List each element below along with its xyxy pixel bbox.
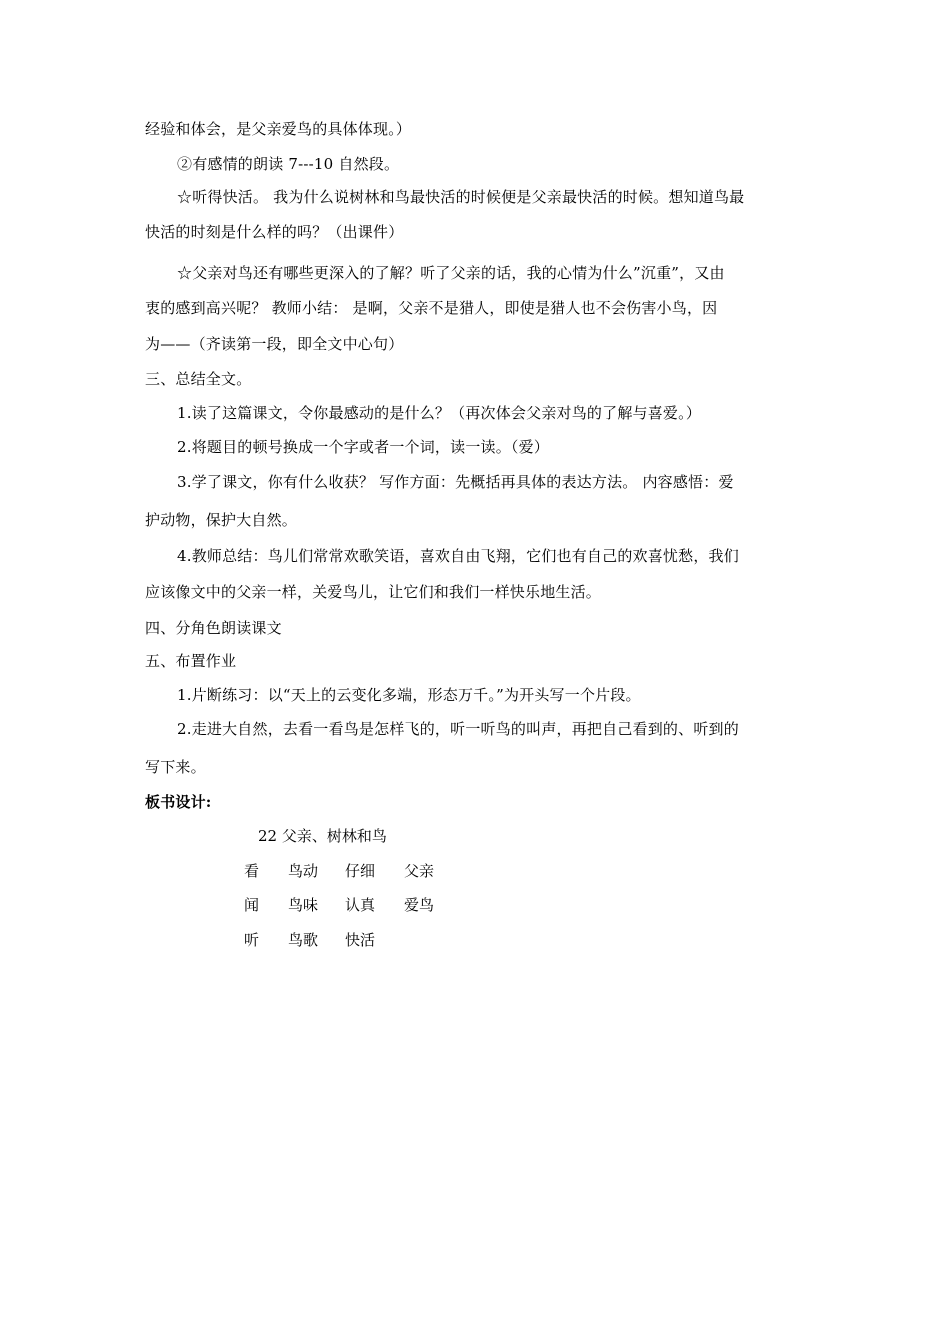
board-cell: 鸟动 [288, 862, 319, 880]
paragraph-line: 快活的时刻是什么样的吗？（出课件） [145, 223, 404, 241]
paragraph-line: ☆父亲对鸟还有哪些更深入的了解？听了父亲的话，我的心情为什么”沉重”，又由 [177, 264, 725, 282]
list-item: 1.读了这篇课文，令你最感动的是什么？（再次体会父亲对鸟的了解与喜爱。） [177, 404, 702, 422]
paragraph-line: 为——（齐读第一段，即全文中心句） [145, 335, 404, 353]
list-item-continued: 护动物，保护大自然。 [145, 511, 298, 529]
board-cell: 父亲 [404, 862, 435, 880]
board-cell: 看 [244, 862, 260, 880]
list-item: 2.将题目的顿号换成一个字或者一个词，读一读。（爱） [177, 438, 550, 456]
section-heading: 三、总结全文。 [145, 370, 252, 388]
paragraph-line: ☆听得快活。 我为什么说树林和鸟最快活的时候便是父亲最快活的时候。想知道鸟最 [177, 188, 745, 206]
paragraph-line: ②有感情的朗读 7---10 自然段。 [177, 155, 400, 173]
board-cell: 鸟味 [288, 896, 319, 914]
list-item-continued: 写下来。 [145, 758, 206, 776]
board-design-heading: 板书设计: [145, 793, 212, 811]
paragraph-line: 衷的感到高兴呢？ 教师小结： 是啊，父亲不是猎人，即使是猎人也不会伤害小鸟，因 [145, 299, 718, 317]
list-item: 2.走进大自然，去看一看鸟是怎样飞的，听一听鸟的叫声，再把自己看到的、听到的 [177, 720, 739, 738]
board-cell: 快活 [345, 931, 376, 949]
paragraph-line: 经验和体会，是父亲爱鸟的具体体现。） [145, 120, 412, 138]
board-cell: 认真 [345, 896, 376, 914]
section-heading: 四、分角色朗读课文 [145, 619, 282, 637]
list-item-continued: 应该像文中的父亲一样，关爱鸟儿，让它们和我们一样快乐地生活。 [145, 583, 602, 601]
board-cell: 仔细 [345, 862, 376, 880]
board-cell: 闻 [244, 896, 260, 914]
section-heading: 五、布置作业 [145, 652, 237, 670]
list-item: 1.片断练习：以“天上的云变化多端，形态万千。”为开头写一个片段。 [177, 686, 641, 704]
list-item: 4.教师总结：鸟儿们常常欢歌笑语，喜欢自由飞翔，它们也有自己的欢喜忧愁，我们 [177, 547, 739, 565]
list-item: 3.学了课文，你有什么收获？ 写作方面：先概括再具体的表达方法。 内容感悟：爱 [177, 473, 734, 491]
board-cell: 爱鸟 [404, 896, 435, 914]
board-title: 22 父亲、树林和鸟 [258, 827, 387, 845]
board-cell: 鸟歌 [288, 931, 319, 949]
board-cell: 听 [244, 931, 260, 949]
